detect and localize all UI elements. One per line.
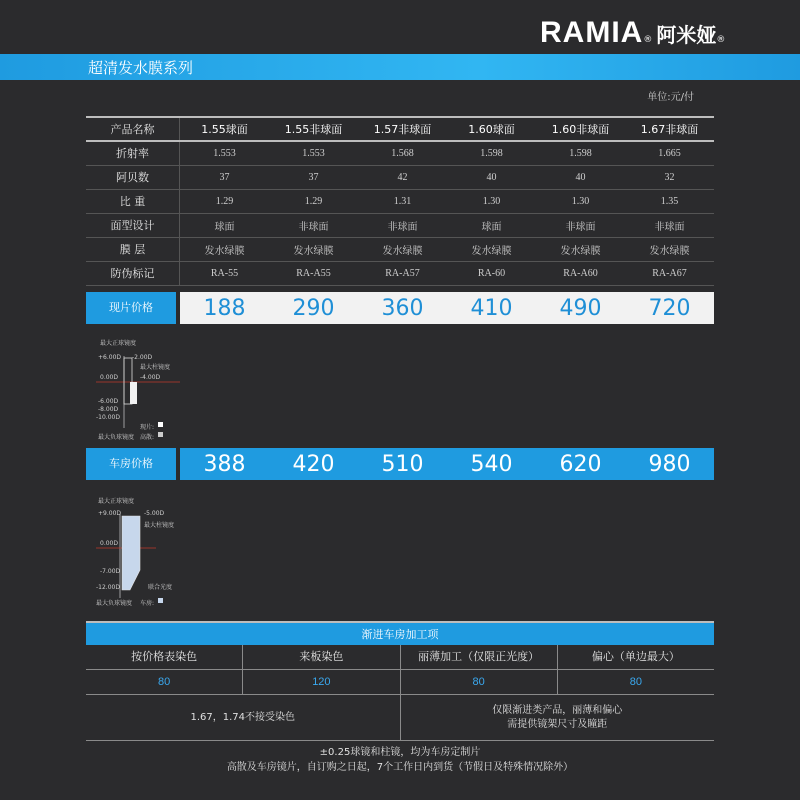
spec-cell: 非球面 — [565, 222, 596, 233]
max-sph-pos-label: 最大正球镜度 — [98, 498, 135, 505]
product-name-label: 产品名称 — [86, 118, 180, 140]
product-name: 1.60球面 — [468, 123, 515, 136]
processing-value: 80 — [401, 670, 558, 694]
spec-cell: RA-A55 — [296, 268, 331, 279]
footnote: ±0.25球镜和柱镜，均为车房定制片 — [319, 747, 481, 758]
stock-price-value: 490 — [559, 295, 602, 321]
lab-price-row — [86, 448, 714, 480]
spec-cell: RA-A60 — [563, 268, 598, 279]
title-bar — [0, 54, 800, 80]
spec-cell: RA-55 — [210, 268, 239, 279]
legend-stock-swatch — [158, 422, 163, 427]
zero-value: 0.00D — [100, 374, 118, 381]
neg-value: -10.00D — [96, 414, 120, 421]
spec-cell: 42 — [397, 172, 408, 183]
spec-cell: 40 — [486, 172, 497, 183]
spec-cell: 1.553 — [213, 148, 236, 159]
spec-row — [86, 142, 714, 166]
legend-lab: 车房: — [140, 600, 155, 607]
max-cyl-value: -4.00D — [140, 374, 161, 381]
spec-row-label: 膜 层 — [86, 238, 180, 261]
spec-header-row — [86, 116, 714, 142]
product-name: 1.55非球面 — [284, 123, 343, 136]
spec-cell: 1.553 — [302, 148, 325, 159]
reg-mark: ® — [643, 35, 653, 45]
max-cyl-label: 最大柱镜度 — [140, 364, 171, 371]
processing-section — [86, 621, 714, 775]
legend-stock: 现片: — [140, 424, 155, 431]
processing-values — [86, 670, 714, 695]
spec-cell: RA-A57 — [385, 268, 420, 279]
spec-cell: 球面 — [214, 222, 235, 233]
spec-cell: 非球面 — [387, 222, 418, 233]
spec-row — [86, 238, 714, 262]
spec-cell: 发水绿膜 — [560, 246, 601, 257]
spec-cell: 1.568 — [391, 148, 414, 159]
lab-price-value: 388 — [203, 451, 246, 477]
spec-row — [86, 262, 714, 286]
neg-value: -12.00D — [96, 584, 120, 591]
spec-cell: 非球面 — [654, 222, 685, 233]
spec-cell: RA-A67 — [652, 268, 687, 279]
max-sph-neg-label: 最大负球镜度 — [96, 600, 133, 607]
lab-range-diagram — [96, 494, 196, 610]
spec-cell: 发水绿膜 — [204, 246, 245, 257]
footnotes — [86, 741, 714, 775]
lab-price-value: 420 — [292, 451, 335, 477]
unit-label: 单位:元/付 — [647, 92, 694, 103]
spec-row — [86, 214, 714, 238]
note-right-line: 仅限渐进类产品，丽薄和偏心 — [492, 704, 623, 716]
processing-header: 偏心（单边最大） — [591, 650, 680, 663]
processing-title: 渐进车房加工项 — [86, 621, 714, 645]
lab-price-value: 620 — [559, 451, 602, 477]
spec-row-label: 比 重 — [86, 190, 180, 213]
lab-price-value: 980 — [648, 451, 691, 477]
stock-price-label: 现片价格 — [86, 292, 176, 324]
processing-headers — [86, 645, 714, 670]
stock-range-diagram — [96, 336, 186, 446]
note-right-line: 需提供镜架尺寸及瞳距 — [507, 718, 608, 730]
product-name: 1.60非球面 — [551, 123, 610, 136]
legend-custom: 高散: — [140, 434, 155, 441]
legend-lab-swatch — [158, 598, 163, 603]
max-cyl-top: -5.00D — [144, 510, 165, 517]
processing-header: 来板染色 — [243, 645, 400, 669]
brand-name-en: RAMIA — [540, 16, 644, 49]
processing-header: 按价格表染色 — [86, 645, 243, 669]
max-sph-pos-value: +6.00D — [98, 354, 122, 361]
spec-cell: 1.665 — [658, 148, 681, 159]
stock-price-value: 360 — [381, 295, 424, 321]
spec-cell: 发水绿膜 — [293, 246, 334, 257]
spec-cell: 1.29 — [304, 196, 323, 207]
spec-cell: 1.31 — [393, 196, 412, 207]
spec-row-label: 面型设计 — [86, 214, 180, 237]
spec-table — [86, 116, 714, 286]
neg-value: -7.00D — [100, 568, 121, 575]
spec-cell: 1.29 — [215, 196, 234, 207]
spec-row-label: 防伪标记 — [86, 262, 180, 285]
spec-row — [86, 166, 714, 190]
lab-price-value: 510 — [381, 451, 424, 477]
brand-name-cn: 阿米娅 — [656, 23, 717, 47]
spec-cell: 1.30 — [482, 196, 501, 207]
product-name: 1.57非球面 — [373, 123, 432, 136]
max-sph-pos-label: 最大正球镜度 — [100, 340, 137, 347]
max-sph-pos-value: +9.00D — [98, 510, 122, 517]
processing-value: 80 — [629, 676, 642, 688]
spec-cell: 发水绿膜 — [471, 246, 512, 257]
processing-value: 120 — [243, 670, 400, 694]
product-name: 1.55球面 — [201, 123, 248, 136]
processing-notes — [86, 695, 714, 741]
page-title: 超清发水膜系列 — [88, 59, 194, 77]
product-name: 1.67非球面 — [640, 123, 699, 136]
spec-cell: RA-60 — [477, 268, 506, 279]
spec-cell: 1.598 — [569, 148, 592, 159]
spec-cell: 37 — [219, 172, 230, 183]
spec-cell: 1.35 — [660, 196, 679, 207]
stock-price-value: 290 — [292, 295, 335, 321]
note-right — [401, 695, 715, 740]
spec-row-label: 折射率 — [86, 142, 180, 165]
neg-value: -6.00D — [98, 398, 119, 405]
spec-cell: 40 — [575, 172, 586, 183]
max-cyl-top: -2.00D — [132, 354, 153, 361]
max-sph-neg-label: 最大负球镜度 — [98, 434, 135, 441]
stock-price-value: 188 — [203, 295, 246, 321]
spec-cell: 发水绿膜 — [649, 246, 690, 257]
brand-logo — [540, 16, 725, 50]
reg-mark-cn: ® — [716, 35, 726, 45]
processing-value: 80 — [86, 670, 243, 694]
spec-cell: 非球面 — [298, 222, 329, 233]
spec-row — [86, 190, 714, 214]
max-cyl-label: 最大柱镜度 — [144, 522, 175, 529]
spec-cell: 1.30 — [571, 196, 590, 207]
spec-cell: 球面 — [481, 222, 502, 233]
spec-cell: 发水绿膜 — [382, 246, 423, 257]
note-left: 1.67，1.74不接受染色 — [86, 695, 401, 740]
spec-cell: 1.598 — [480, 148, 503, 159]
legend-custom-swatch — [158, 432, 163, 437]
combined-label: 联合光度 — [148, 584, 173, 591]
stock-price-value: 720 — [648, 295, 691, 321]
stock-price-value: 410 — [470, 295, 513, 321]
stock-price-row — [86, 292, 714, 324]
zero-value: 0.00D — [100, 540, 118, 547]
lab-price-value: 540 — [470, 451, 513, 477]
spec-cell: 37 — [308, 172, 319, 183]
spec-row-label: 阿贝数 — [86, 166, 180, 189]
neg-value: -8.00D — [98, 406, 119, 413]
processing-header: 丽薄加工（仅限正光度） — [401, 645, 558, 669]
lab-price-label: 车房价格 — [86, 448, 176, 480]
spec-cell: 32 — [664, 172, 675, 183]
footnote: 高散及车房镜片，自订购之日起，7个工作日内到货（节假日及特殊情况除外） — [226, 762, 574, 773]
